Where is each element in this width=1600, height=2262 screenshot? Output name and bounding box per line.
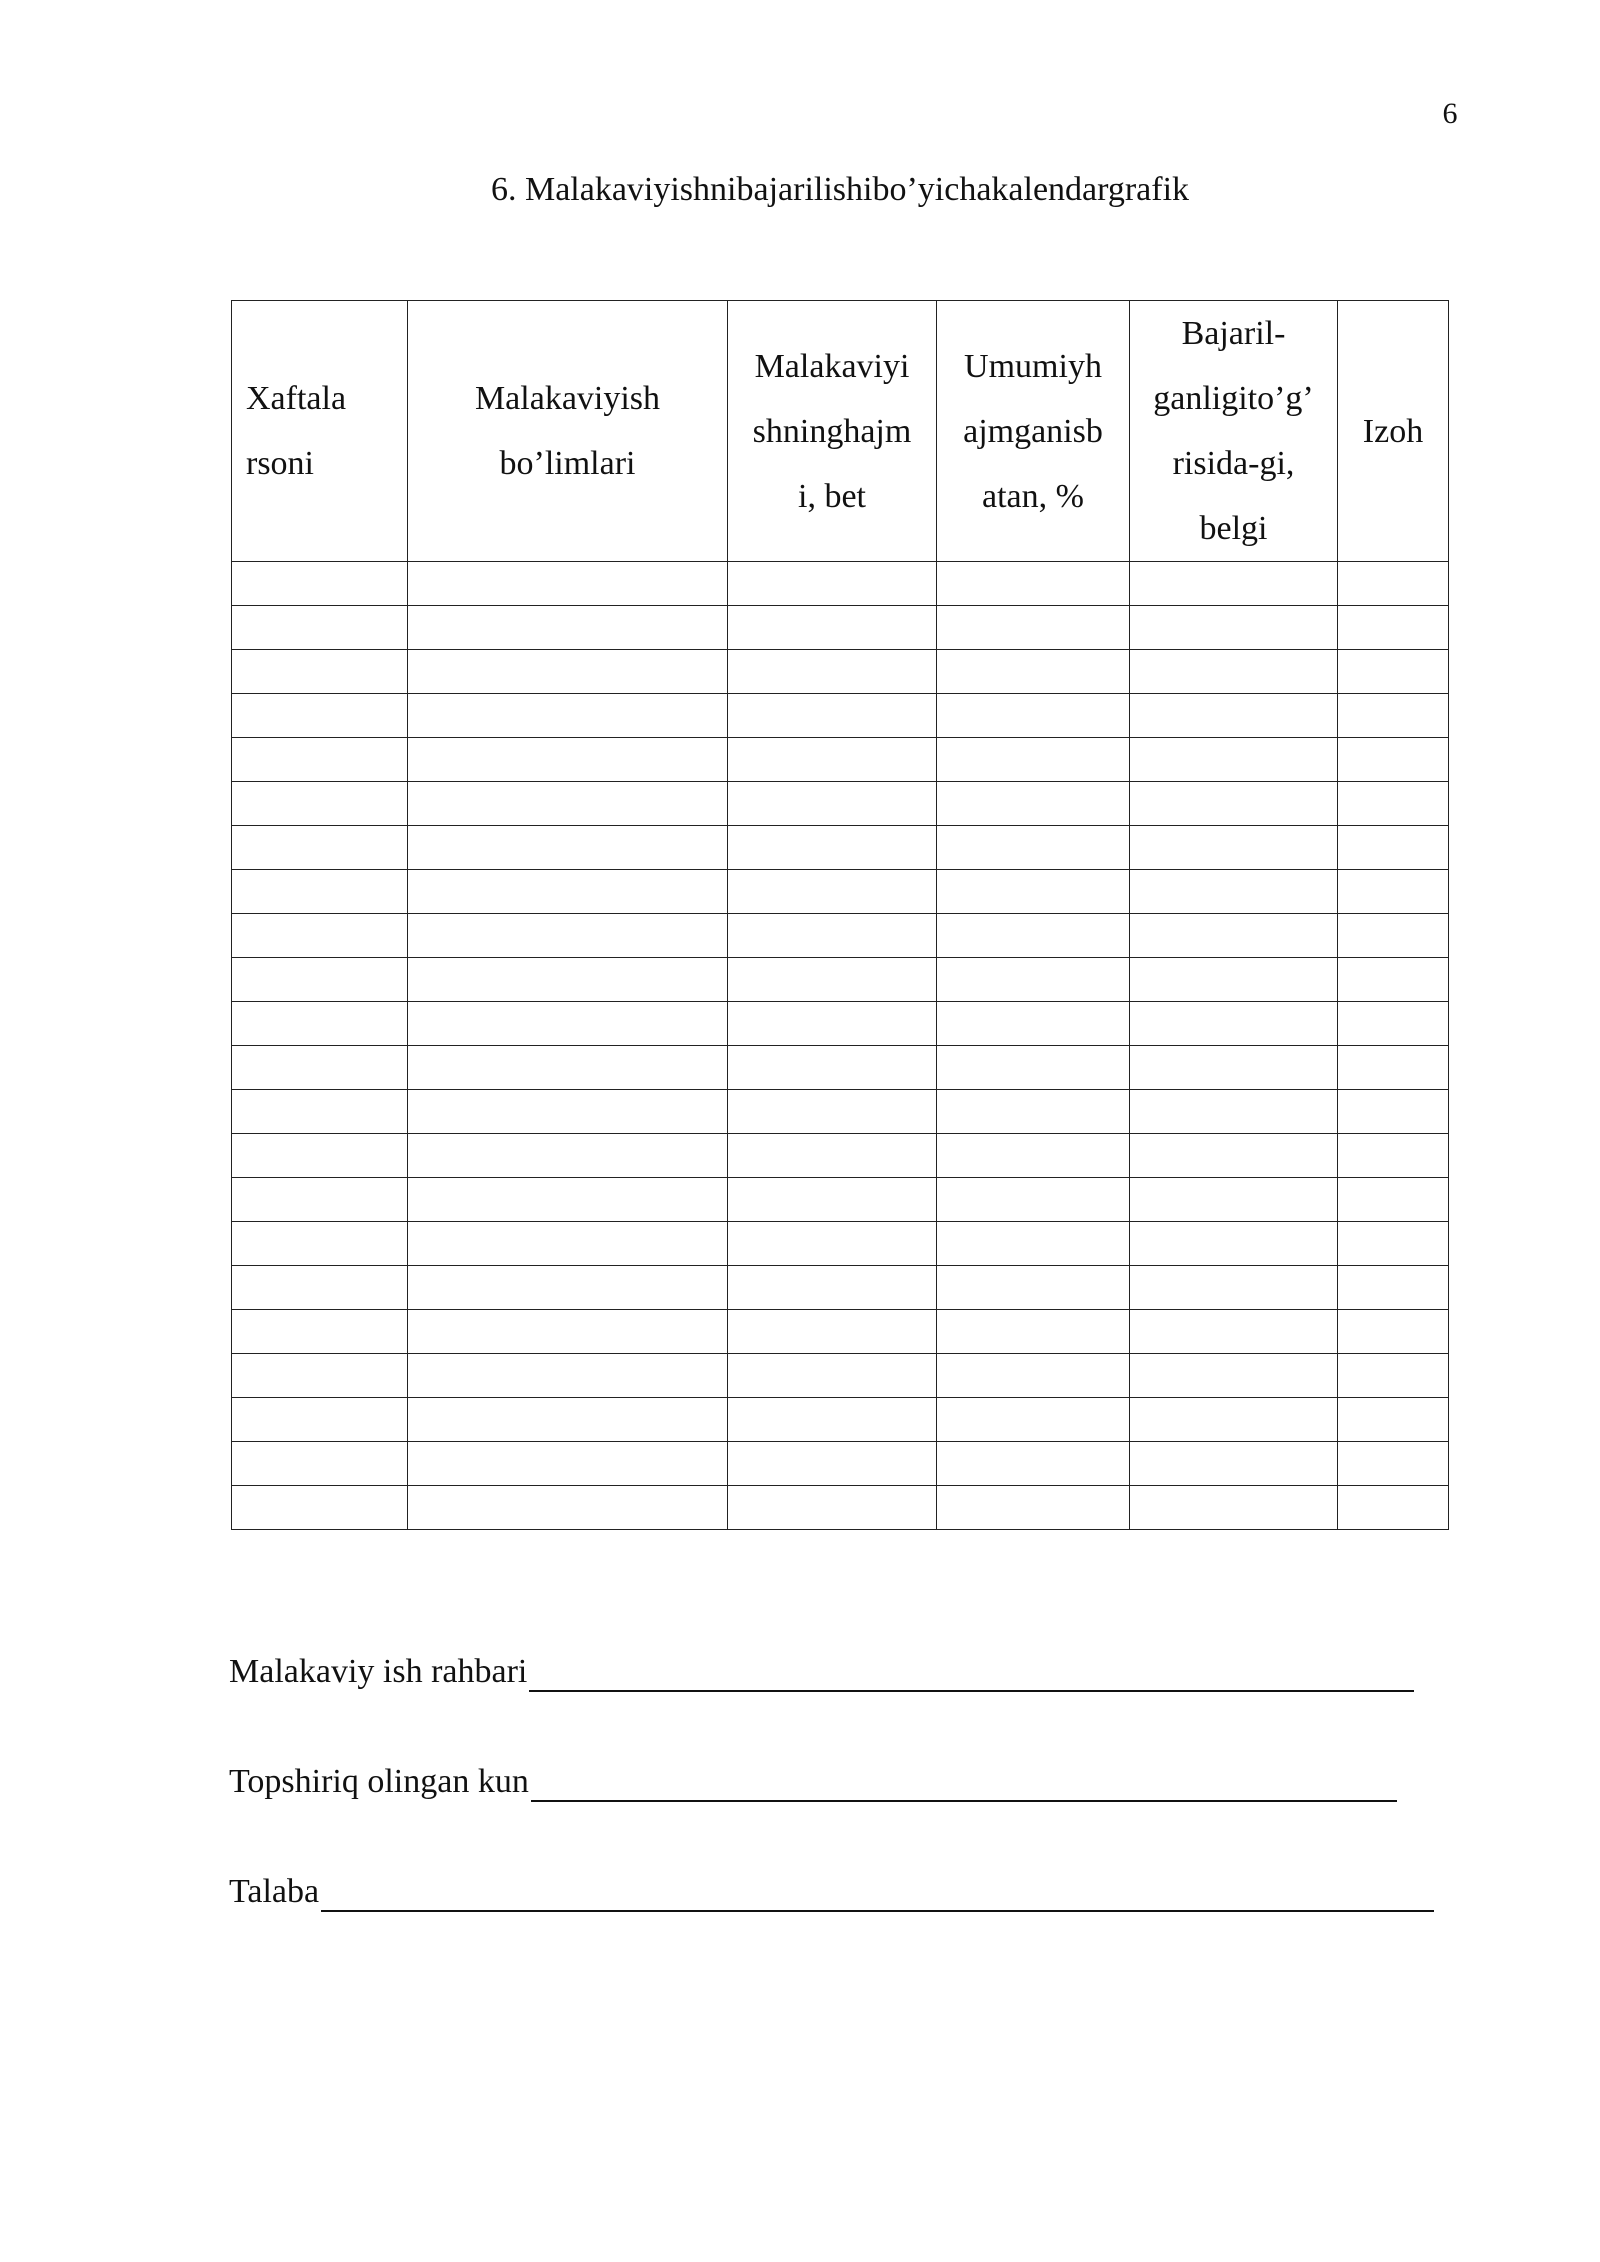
table-row: [232, 1222, 1449, 1266]
header-percent-total-line-3: atan, %: [982, 477, 1084, 515]
header-sections: [408, 301, 728, 562]
notes-cell[interactable]: [1338, 826, 1449, 870]
volume-pages-cell[interactable]: [728, 958, 937, 1002]
table-row: [232, 1002, 1449, 1046]
sections-cell[interactable]: [408, 1266, 728, 1310]
week-number-cell[interactable]: [232, 562, 408, 606]
percent-total-cell[interactable]: [937, 1398, 1130, 1442]
sections-cell[interactable]: [408, 650, 728, 694]
page-number: 6: [1442, 97, 1458, 130]
notes-cell[interactable]: [1338, 606, 1449, 650]
supervisor-signature-line: [229, 1652, 1414, 1692]
volume-pages-cell[interactable]: [728, 1266, 937, 1310]
completion-mark-cell[interactable]: [1130, 1398, 1338, 1442]
volume-pages-cell[interactable]: [728, 1178, 937, 1222]
notes-cell[interactable]: [1338, 1266, 1449, 1310]
volume-pages-cell[interactable]: [728, 562, 937, 606]
percent-total-cell[interactable]: [937, 1354, 1130, 1398]
table-row: [232, 870, 1449, 914]
notes-cell[interactable]: [1338, 914, 1449, 958]
volume-pages-cell[interactable]: [728, 606, 937, 650]
notes-cell[interactable]: [1338, 1442, 1449, 1486]
percent-total-cell[interactable]: [937, 826, 1130, 870]
week-number-cell[interactable]: [232, 1222, 408, 1266]
notes-cell[interactable]: [1338, 1178, 1449, 1222]
sections-cell[interactable]: [408, 958, 728, 1002]
student-signature-line: [229, 1872, 1434, 1912]
week-number-cell[interactable]: [232, 738, 408, 782]
table-row: [232, 1398, 1449, 1442]
volume-pages-cell[interactable]: [728, 870, 937, 914]
sections-cell[interactable]: [408, 606, 728, 650]
week-number-cell[interactable]: [232, 1486, 408, 1530]
table-row: [232, 1090, 1449, 1134]
supervisor-blank-field[interactable]: [529, 1658, 1414, 1692]
notes-cell[interactable]: [1338, 1486, 1449, 1530]
sections-cell[interactable]: [408, 914, 728, 958]
table-row: [232, 1354, 1449, 1398]
completion-mark-cell[interactable]: [1130, 1090, 1338, 1134]
sections-cell[interactable]: [408, 826, 728, 870]
table-body: [232, 562, 1449, 1530]
header-notes: [1338, 301, 1449, 562]
date-received-blank-field[interactable]: [531, 1768, 1397, 1802]
week-number-cell[interactable]: [232, 870, 408, 914]
sections-cell[interactable]: [408, 1486, 728, 1530]
week-number-cell[interactable]: [232, 1046, 408, 1090]
page-title: 6. Malakaviyishnibajarilishibo’yichakalendargrafik: [490, 171, 1190, 208]
completion-mark-cell[interactable]: [1130, 562, 1338, 606]
percent-total-cell[interactable]: [937, 562, 1130, 606]
week-number-cell[interactable]: [232, 1266, 408, 1310]
completion-mark-cell[interactable]: [1130, 1222, 1338, 1266]
header-percent-total-line-1: Umumiyh: [964, 347, 1102, 385]
student-blank-field[interactable]: [321, 1878, 1434, 1912]
completion-mark-cell[interactable]: [1130, 826, 1338, 870]
table-row: [232, 738, 1449, 782]
table-row: [232, 694, 1449, 738]
completion-mark-cell[interactable]: [1130, 738, 1338, 782]
header-volume-pages-line-1: Malakaviyi: [754, 347, 910, 385]
percent-total-cell[interactable]: [937, 870, 1130, 914]
volume-pages-cell[interactable]: [728, 782, 937, 826]
header-volume-pages-line-2: shninghajm: [752, 412, 912, 450]
volume-pages-cell[interactable]: [728, 694, 937, 738]
completion-mark-cell[interactable]: [1130, 1354, 1338, 1398]
week-number-cell[interactable]: [232, 1310, 408, 1354]
completion-mark-cell[interactable]: [1130, 1134, 1338, 1178]
table-row: [232, 1134, 1449, 1178]
percent-total-cell[interactable]: [937, 1310, 1130, 1354]
sections-cell[interactable]: [408, 1354, 728, 1398]
volume-pages-cell[interactable]: [728, 1090, 937, 1134]
supervisor-label: Malakaviy ish rahbari: [229, 1653, 528, 1690]
completion-mark-cell[interactable]: [1130, 1266, 1338, 1310]
table-row: [232, 782, 1449, 826]
sections-cell[interactable]: [408, 1398, 728, 1442]
header-percent-total: [937, 301, 1130, 562]
percent-total-cell[interactable]: [937, 606, 1130, 650]
notes-cell[interactable]: [1338, 650, 1449, 694]
week-number-cell[interactable]: [232, 1002, 408, 1046]
completion-mark-cell[interactable]: [1130, 1002, 1338, 1046]
percent-total-cell[interactable]: [937, 650, 1130, 694]
sections-cell[interactable]: [408, 1222, 728, 1266]
volume-pages-cell[interactable]: [728, 1442, 937, 1486]
volume-pages-cell[interactable]: [728, 1486, 937, 1530]
notes-cell[interactable]: [1338, 870, 1449, 914]
table-row: [232, 606, 1449, 650]
header-completion-mark-line-4: belgi: [1199, 510, 1268, 547]
notes-cell[interactable]: [1338, 562, 1449, 606]
completion-mark-cell[interactable]: [1130, 1442, 1338, 1486]
week-number-cell[interactable]: [232, 782, 408, 826]
sections-cell[interactable]: [408, 1178, 728, 1222]
notes-cell[interactable]: [1338, 1222, 1449, 1266]
completion-mark-cell[interactable]: [1130, 914, 1338, 958]
calendar-schedule-table: [231, 300, 1449, 1530]
completion-mark-cell[interactable]: [1130, 870, 1338, 914]
table-row: [232, 914, 1449, 958]
volume-pages-cell[interactable]: [728, 738, 937, 782]
header-sections-line-1: Malakaviyish: [474, 380, 661, 417]
week-number-cell[interactable]: [232, 826, 408, 870]
notes-cell[interactable]: [1338, 1398, 1449, 1442]
table-row: [232, 1442, 1449, 1486]
percent-total-cell[interactable]: [937, 1486, 1130, 1530]
sections-cell[interactable]: [408, 782, 728, 826]
percent-total-cell[interactable]: [937, 782, 1130, 826]
header-percent-total-line-2: ajmganisb: [963, 412, 1103, 450]
header-completion-mark-line-1: Bajaril-: [1181, 315, 1286, 352]
notes-cell[interactable]: [1338, 1354, 1449, 1398]
notes-cell[interactable]: [1338, 1090, 1449, 1134]
percent-total-cell[interactable]: [937, 1046, 1130, 1090]
week-number-cell[interactable]: [232, 958, 408, 1002]
week-number-cell[interactable]: [232, 1442, 408, 1486]
table-row: [232, 1310, 1449, 1354]
week-number-cell[interactable]: [232, 1090, 408, 1134]
completion-mark-cell[interactable]: [1130, 694, 1338, 738]
header-week-number: [232, 301, 408, 562]
volume-pages-cell[interactable]: [728, 826, 937, 870]
week-number-cell[interactable]: [232, 1398, 408, 1442]
percent-total-cell[interactable]: [937, 1090, 1130, 1134]
completion-mark-cell[interactable]: [1130, 782, 1338, 826]
volume-pages-cell[interactable]: [728, 1046, 937, 1090]
completion-mark-cell[interactable]: [1130, 958, 1338, 1002]
notes-cell[interactable]: [1338, 1002, 1449, 1046]
week-number-cell[interactable]: [232, 914, 408, 958]
percent-total-cell[interactable]: [937, 694, 1130, 738]
table-row: [232, 1486, 1449, 1530]
percent-total-cell[interactable]: [937, 1134, 1130, 1178]
header-volume-pages-line-3: i, bet: [798, 477, 866, 515]
sections-cell[interactable]: [408, 1002, 728, 1046]
sections-cell[interactable]: [408, 870, 728, 914]
sections-cell[interactable]: [408, 738, 728, 782]
volume-pages-cell[interactable]: [728, 914, 937, 958]
notes-cell[interactable]: [1338, 1134, 1449, 1178]
header-week-number-line-1: Xaftala: [246, 380, 347, 417]
notes-cell[interactable]: [1338, 1046, 1449, 1090]
week-number-cell[interactable]: [232, 650, 408, 694]
percent-total-cell[interactable]: [937, 1002, 1130, 1046]
table-row: [232, 562, 1449, 606]
week-number-cell[interactable]: [232, 606, 408, 650]
notes-cell[interactable]: [1338, 694, 1449, 738]
notes-cell[interactable]: [1338, 1310, 1449, 1354]
sections-cell[interactable]: [408, 694, 728, 738]
completion-mark-cell[interactable]: [1130, 1046, 1338, 1090]
date-received-label: Topshiriq olingan kun: [229, 1763, 529, 1800]
completion-mark-cell[interactable]: [1130, 650, 1338, 694]
header-volume-pages: [728, 301, 937, 562]
table-header-row: [232, 301, 1449, 562]
volume-pages-cell[interactable]: [728, 1134, 937, 1178]
table-row: [232, 650, 1449, 694]
percent-total-cell[interactable]: [937, 914, 1130, 958]
header-completion-mark: [1130, 301, 1338, 562]
completion-mark-cell[interactable]: [1130, 1178, 1338, 1222]
sections-cell[interactable]: [408, 1134, 728, 1178]
percent-total-cell[interactable]: [937, 1178, 1130, 1222]
header-completion-mark-line-3: risida-gi,: [1172, 445, 1295, 482]
sections-cell[interactable]: [408, 1090, 728, 1134]
volume-pages-cell[interactable]: [728, 1310, 937, 1354]
header-notes-line-1: Izoh: [1362, 412, 1424, 450]
header-sections-line-2: bo’limlari: [499, 445, 636, 482]
notes-cell[interactable]: [1338, 958, 1449, 1002]
week-number-cell[interactable]: [232, 1178, 408, 1222]
table-row: [232, 1046, 1449, 1090]
week-number-cell[interactable]: [232, 1354, 408, 1398]
volume-pages-cell[interactable]: [728, 1002, 937, 1046]
week-number-cell[interactable]: [232, 694, 408, 738]
sections-cell[interactable]: [408, 1046, 728, 1090]
table-row: [232, 1178, 1449, 1222]
percent-total-cell[interactable]: [937, 738, 1130, 782]
volume-pages-cell[interactable]: [728, 1398, 937, 1442]
completion-mark-cell[interactable]: [1130, 606, 1338, 650]
sections-cell[interactable]: [408, 1310, 728, 1354]
notes-cell[interactable]: [1338, 782, 1449, 826]
sections-cell[interactable]: [408, 1442, 728, 1486]
table-row: [232, 958, 1449, 1002]
volume-pages-cell[interactable]: [728, 1354, 937, 1398]
percent-total-cell[interactable]: [937, 1222, 1130, 1266]
percent-total-cell[interactable]: [937, 1266, 1130, 1310]
sections-cell[interactable]: [408, 562, 728, 606]
header-completion-mark-line-2: ganligito’g’: [1153, 380, 1314, 417]
table-row: [232, 826, 1449, 870]
table-row: [232, 1266, 1449, 1310]
percent-total-cell[interactable]: [937, 1442, 1130, 1486]
student-label: Talaba: [229, 1873, 320, 1910]
percent-total-cell[interactable]: [937, 958, 1130, 1002]
completion-mark-cell[interactable]: [1130, 1486, 1338, 1530]
header-week-number-line-2: rsoni: [246, 445, 314, 482]
week-number-cell[interactable]: [232, 1134, 408, 1178]
completion-mark-cell[interactable]: [1130, 1310, 1338, 1354]
volume-pages-cell[interactable]: [728, 650, 937, 694]
volume-pages-cell[interactable]: [728, 1222, 937, 1266]
date-received-line: [229, 1762, 1397, 1802]
notes-cell[interactable]: [1338, 738, 1449, 782]
